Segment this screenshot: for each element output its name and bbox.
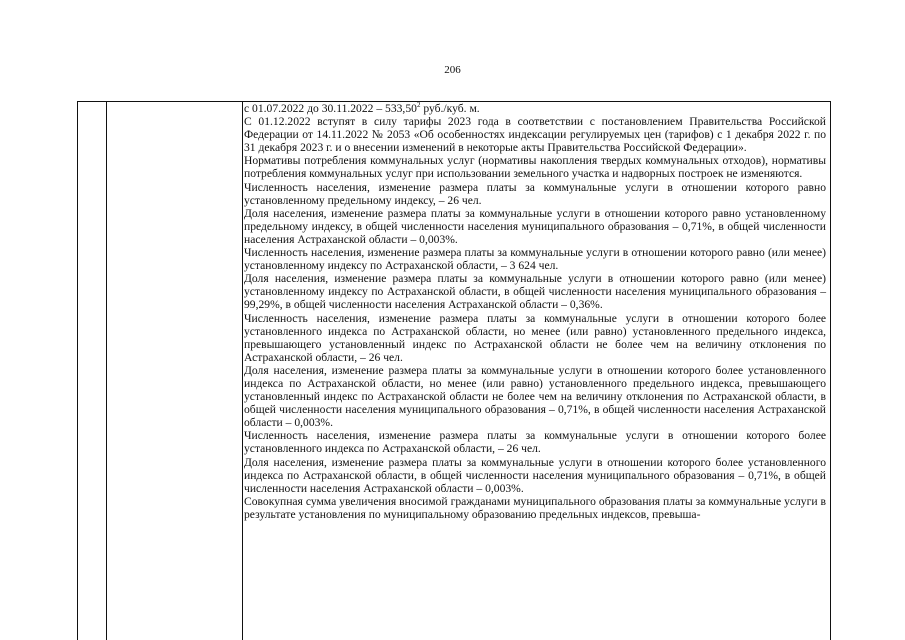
tariff-period-line (244, 102, 826, 115)
paragraph-tariffs-2023: С 01.12.2022 вступят в силу тарифы 2023 года в соответствии с постановлением Правительства Российской Федерации от 14.11.2022 № 2053 «Об особенностях индексации регулируемых цен (тарифов) с 1 декабря 2022 г. по 31 декабря 2023 г. и о внесении изменений в некоторые акты Правительства Российской Федерации». (244, 115, 826, 155)
page-number: 206 (444, 64, 461, 76)
paragraph-share-above-regional: Доля населения, изменение размера платы за коммунальные услуги в отношении которого более установленного индекса по Астраханской области, в общей численности населения муниципального образования – 0,71%, в общей численности населения Астраханской области – 0,003%. (244, 455, 826, 495)
paragraph-total-increase: Совокупная сумма увеличения вносимой гражданами муниципального образования платы за коммунальные услуги в результате установления по муниципальному образованию предельных индексов, превыша- (244, 494, 826, 521)
paragraph-population-equal-limit: Численность населения, изменение размера платы за коммунальные услуги в отношении которого равно установленному предельному индексу, – 26 чел. (244, 180, 826, 207)
paragraph-share-equal-limit: Доля населения, изменение размера платы за коммунальные услуги в отношении которого равно установленному предельному индексу, в общей численности населения муниципального образования – 0,71%, в общей численности населения Астраханской области – 0,003%. (244, 206, 826, 246)
tariff-period-text: с 01.07.2022 до 30.11.2022 – 533,50 (244, 102, 417, 115)
paragraph-population-below-regional: Численность населения, изменение размера платы за коммунальные услуги в отношении которого равно (или менее) установленному индексу по Астраханской области, – 3 624 чел. (244, 246, 826, 273)
column-divider-1 (106, 102, 107, 640)
paragraph-population-above-regional-within: Численность населения, изменение размера платы за коммунальные услуги в отношении которого более установленного индекса по Астраханской области, но менее (или равно) установленного предельного индекса, превышающего установленный индекс по Астраханской области не более чем на величину отклонения по Астраханской области, – 26 чел. (244, 311, 826, 364)
paragraph-consumption-norms: Нормативы потребления коммунальных услуг (нормативы накопления твердых коммунальных отходов), нормативы потребления коммунальных услуг при использовании земельного участка и надворных построек не изменяются. (244, 154, 826, 181)
tariff-unit-text: руб./куб. м. (420, 102, 480, 115)
paragraph-population-above-regional: Численность населения, изменение размера платы за коммунальные услуги в отношении которого более установленного индекса по Астраханской области, – 26 чел. (244, 429, 826, 456)
paragraph-share-below-regional: Доля населения, изменение размера платы за коммунальные услуги в отношении которого равно (или менее) установленному индексу по Астраханской области, в общей численности населения муниципального образования – 99,29%, в общей численности населения Астраханской области – 0,36%. (244, 272, 826, 312)
column-divider-2 (242, 102, 243, 640)
footnote-mark: 2 (416, 101, 421, 110)
table-content-cell (244, 101, 826, 521)
paragraph-share-above-regional-within: Доля населения, изменение размера платы за коммунальные услуги в отношении которого более установленного индекса по Астраханской области, но менее (или равно) установленного предельного индекса, превышающего установленный индекс по Астраханской области не более чем на величину отклонения по Астраханской области, в общей численности населения муниципального образования – 0,71%, в общей численности населения Астраханской области – 0,003%. (244, 363, 826, 430)
